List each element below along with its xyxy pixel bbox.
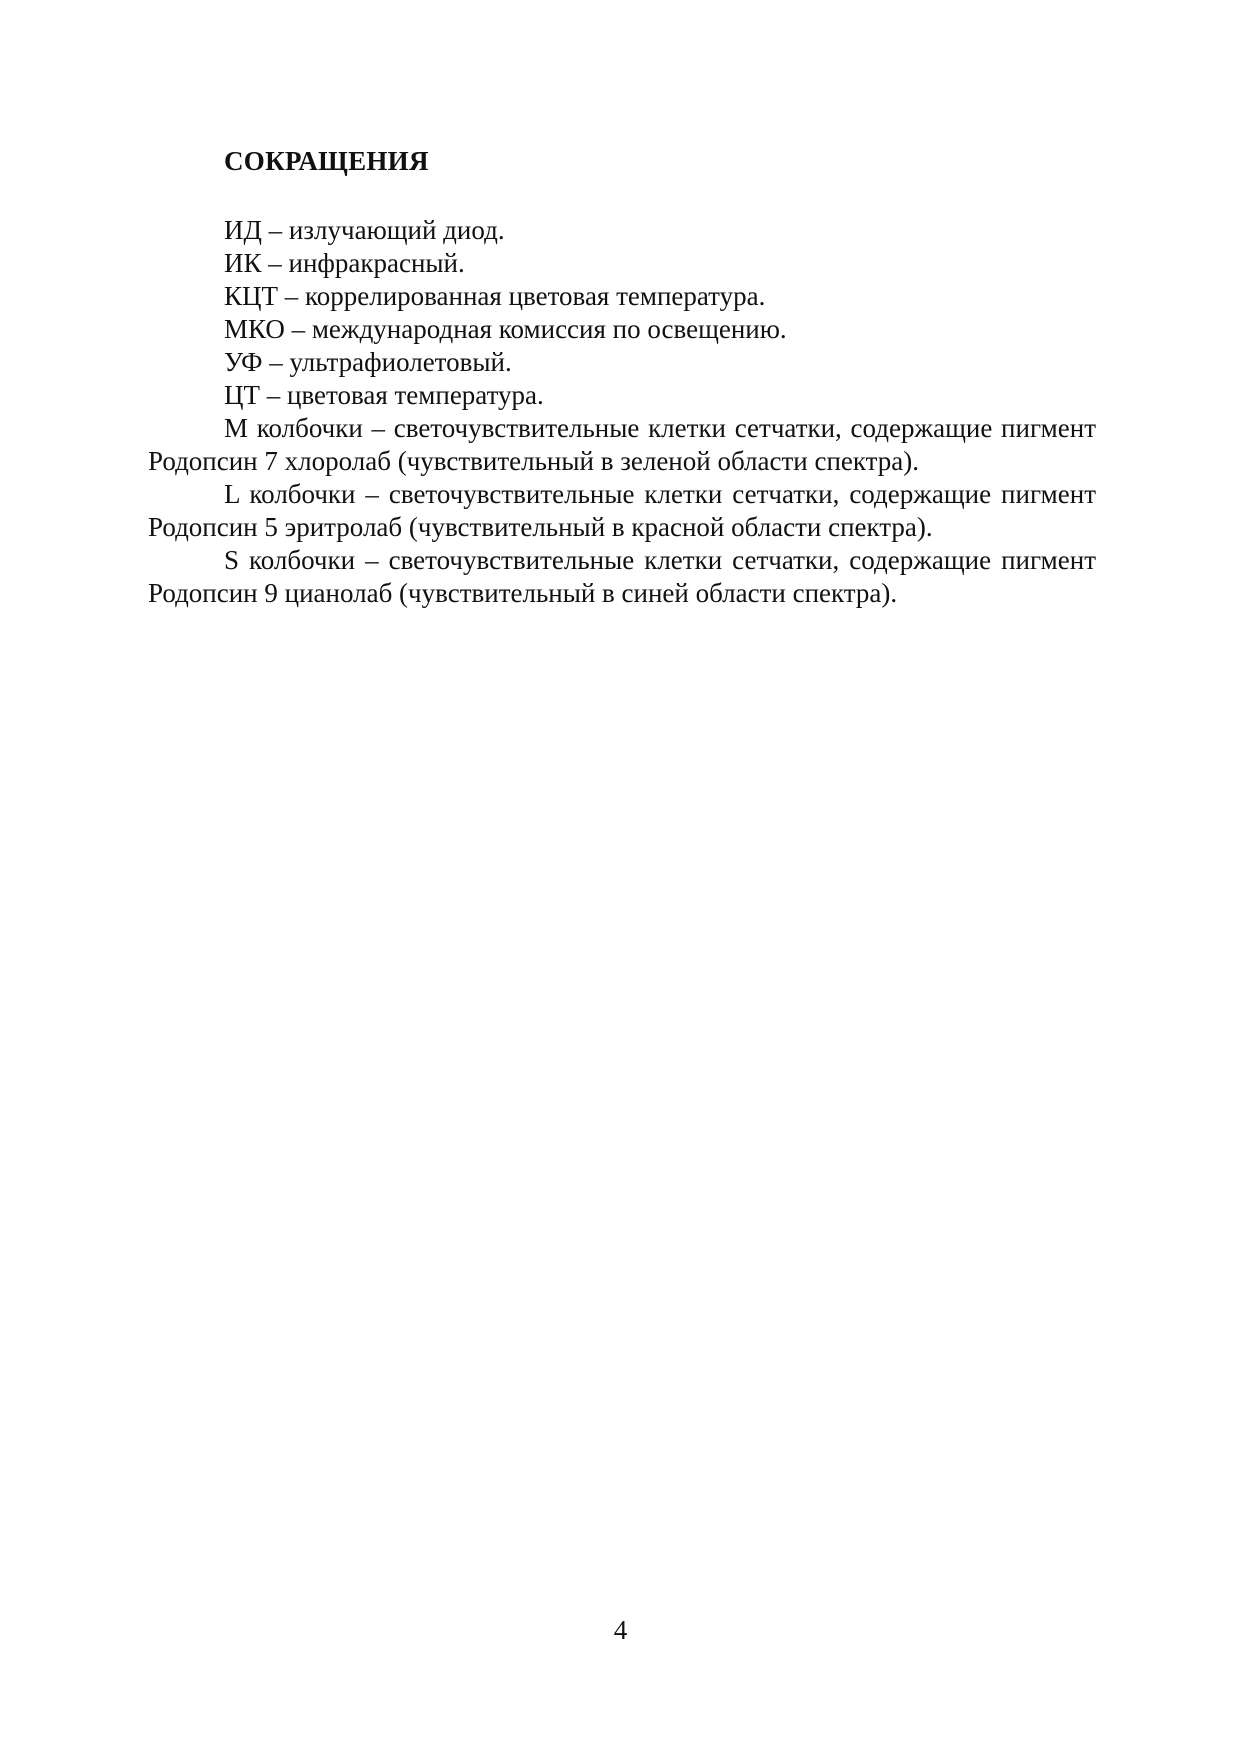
definition-paragraph: S колбочки – светочувствительные клетки сетчатки, содержащие пигмент Родопсин 9 цианолаб (чувствительный в синей области спектра).: [148, 545, 1096, 608]
definition-paragraph: L колбочки – светочувствительные клетки сетчатки, содержащие пигмент Родопсин 5 эритролаб (чувствительный в красной области спектра).: [148, 479, 1096, 542]
section-heading: СОКРАЩЕНИЯ: [224, 146, 429, 176]
abbreviation-item: КЦТ – коррелированная цветовая температура.: [224, 281, 766, 311]
abbreviation-item: МКО – международная комиссия по освещению.: [224, 314, 787, 344]
definition-list: [148, 412, 1096, 610]
abbreviation-item: ЦТ – цветовая температура.: [224, 380, 544, 410]
definition-paragraph: M колбочки – светочувствительные клетки сетчатки, содержащие пигмент Родопсин 7 хлоролаб (чувствительный в зеленой области спектра).: [148, 413, 1096, 476]
abbreviation-item: УФ – ультрафиолетовый.: [224, 347, 512, 377]
abbreviation-item: ИД – излучающий диод.: [224, 215, 505, 245]
abbreviation-list: [148, 214, 1096, 412]
page-number: 4: [613, 1615, 628, 1645]
abbreviation-item: ИК – инфракрасный.: [224, 248, 465, 278]
document-body: [148, 145, 1096, 610]
